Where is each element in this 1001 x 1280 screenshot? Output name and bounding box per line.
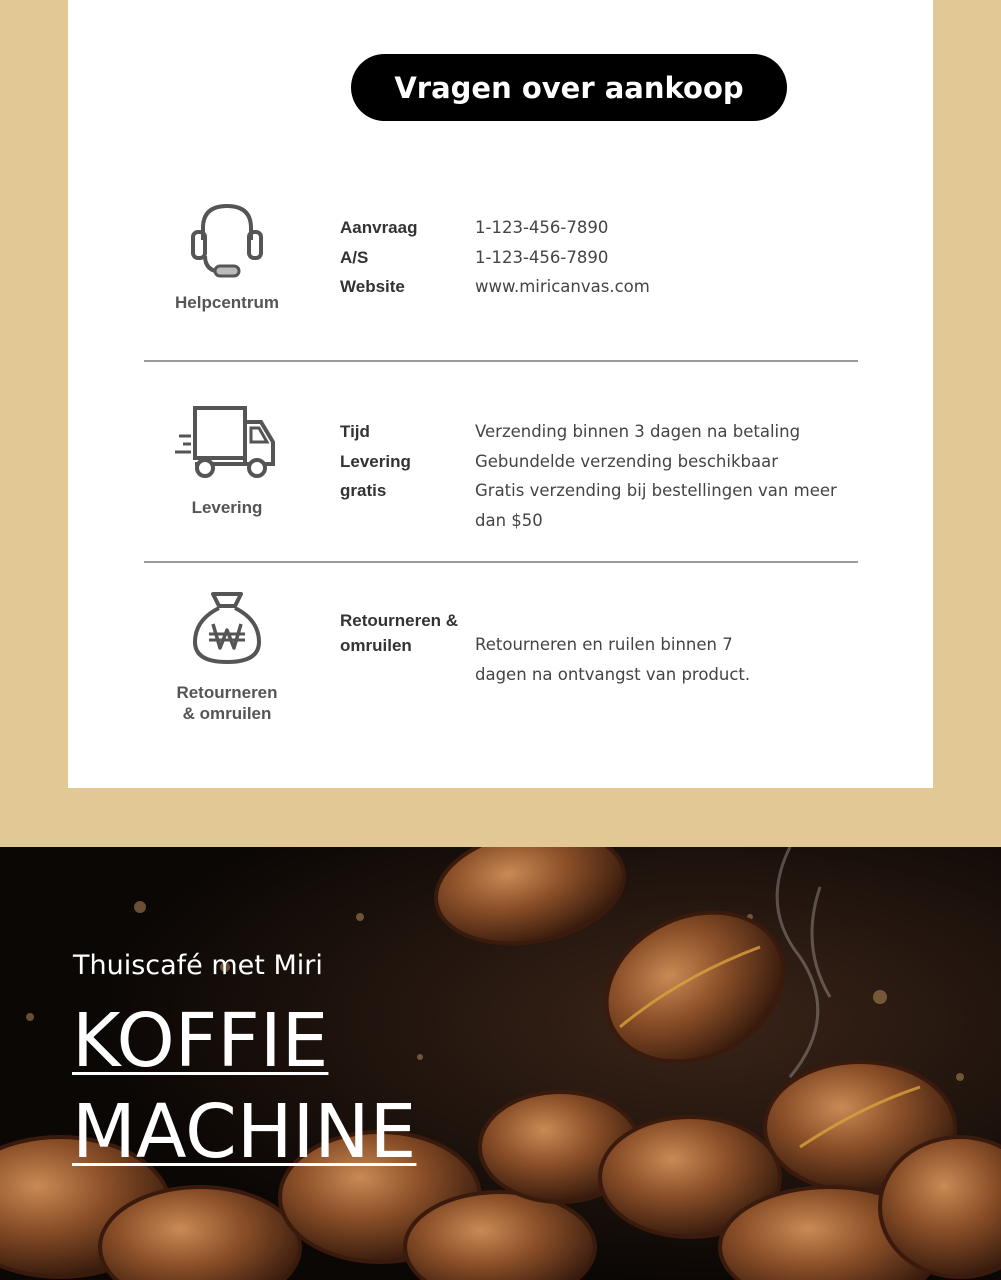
help-icon-block xyxy=(144,200,310,313)
term-aanvraag: Aanvraag xyxy=(340,218,418,237)
hero-title-line1: KOFFIE xyxy=(72,998,329,1084)
returns-label-line1: Retourneren xyxy=(176,683,278,702)
delivery-values xyxy=(475,417,858,530)
delivery-truck-icon xyxy=(175,402,279,482)
delivery-terms xyxy=(340,417,411,506)
help-terms xyxy=(340,213,417,302)
term-website: Website xyxy=(340,277,405,296)
value-free-shipping: Gratis verzending bij bestellingen van meer dan $50 xyxy=(475,481,837,530)
value-bundled-shipping: Gebundelde verzending beschikbaar xyxy=(475,451,778,471)
value-returns-line1: Retourneren en ruilen binnen 7 xyxy=(475,635,733,654)
purchase-questions-button[interactable]: Vragen over aankoop xyxy=(351,54,787,121)
term-gratis: gratis xyxy=(340,481,387,500)
headset-icon xyxy=(187,200,267,282)
delivery-label: Levering xyxy=(191,498,263,517)
purchase-info-card xyxy=(68,0,933,788)
value-phone-inquiry: 1-123-456-7890 xyxy=(475,218,609,237)
returns-label-line2: & omruilen xyxy=(182,704,272,723)
divider xyxy=(144,561,858,563)
term-returns-line1: Retourneren & xyxy=(340,611,459,630)
returns-icon-block xyxy=(144,590,310,724)
value-shipping-time: Verzending binnen 3 dagen na betaling xyxy=(475,422,801,441)
hero-title-line2: MACHINE xyxy=(72,1089,417,1175)
value-website: www.miricanvas.com xyxy=(475,277,650,296)
help-label: Helpcentrum xyxy=(175,293,279,312)
money-bag-won-icon xyxy=(191,590,263,666)
returns-label xyxy=(144,682,310,724)
delivery-icon-block xyxy=(144,402,310,518)
term-returns-line2: omruilen xyxy=(340,636,412,655)
term-as: A/S xyxy=(340,247,369,267)
value-phone-as: 1-123-456-7890 xyxy=(475,247,609,267)
help-values xyxy=(475,213,650,302)
returns-terms xyxy=(340,608,458,658)
returns-values xyxy=(475,630,750,689)
hero-subtitle: Thuiscafé met Miri xyxy=(73,950,323,981)
term-tijd: Tijd xyxy=(340,422,370,441)
divider xyxy=(144,360,858,362)
value-returns-line2: dagen na ontvangst van product. xyxy=(475,664,751,684)
term-levering: Levering xyxy=(340,451,411,471)
